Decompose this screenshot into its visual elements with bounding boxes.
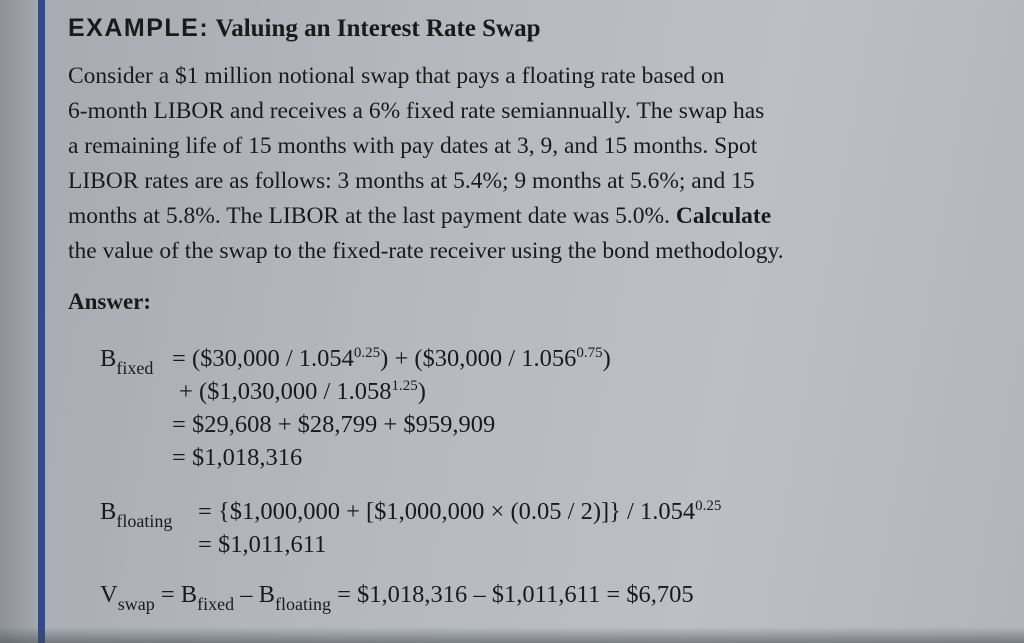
question-line: the value of the swap to the fixed-rate receiver using the bond methodology. <box>68 238 784 264</box>
eq-text: – <box>240 581 253 608</box>
fixed-subscript: fixed <box>116 358 154 378</box>
example-label: EXAMPLE: <box>68 14 210 42</box>
eq-text: = ($30,000 / 1.054 <box>172 345 354 372</box>
exponent: 0.25 <box>695 498 722 514</box>
b-floating-eq-line-2: = $1,011,611 <box>198 531 327 558</box>
question-line <box>68 199 1003 234</box>
answer-heading: Answer: <box>68 289 152 314</box>
b-fixed-eq-line-3: = $29,608 + $28,799 + $959,909 <box>172 411 496 438</box>
eq-text: + ($1,030,000 / 1.058 <box>179 378 392 405</box>
b-letter: B <box>100 345 117 372</box>
b-fixed-eq-line-1 <box>172 345 611 373</box>
v-letter: V <box>100 581 118 608</box>
question-emphasis: Calculate <box>675 203 772 229</box>
b-floating-symbol <box>100 498 172 532</box>
example-box <box>68 6 1008 643</box>
b-fixed-eq-line-2 <box>179 378 426 406</box>
question-line: Consider a $1 million notional swap that pays a floating rate based on <box>68 63 725 89</box>
b-letter: B <box>258 581 275 608</box>
b-letter: B <box>100 498 117 525</box>
question-line: 6-month LIBOR and receives a 6% fixed rate semiannually. The swap has <box>68 98 765 124</box>
exponent: 0.75 <box>576 345 603 361</box>
v-swap-equation <box>100 581 694 615</box>
page-bottom-shadow <box>0 627 1024 643</box>
example-title-text: Valuing an Interest Rate Swap <box>215 15 541 42</box>
example-title <box>68 14 541 43</box>
question-line: a remaining life of 15 months with pay dates at 3, 9, and 15 months. Spot <box>68 133 758 159</box>
eq-text: = $1,018,316 – $1,011,611 = $6,705 <box>337 581 694 608</box>
question-line-text: months at 5.8%. The LIBOR at the last payment date was 5.0%. <box>68 203 670 229</box>
exponent: 1.25 <box>391 378 418 394</box>
eq-text: ) <box>417 378 426 405</box>
swap-subscript: swap <box>117 594 155 614</box>
page-edge <box>0 0 38 643</box>
eq-text: ) <box>602 345 611 372</box>
question-line: LIBOR rates are as follows: 3 months at 5.4%; 9 months at 5.6%; and 15 <box>68 168 755 194</box>
eq-text: ) + ($30,000 / 1.056 <box>380 345 577 372</box>
exponent: 0.25 <box>353 345 381 361</box>
example-side-rule <box>38 0 45 643</box>
b-fixed-eq-line-4: = $1,018,316 <box>172 444 303 471</box>
floating-subscript: floating <box>116 511 173 531</box>
b-floating-eq-line-1 <box>198 498 721 526</box>
b-letter: B <box>180 581 198 608</box>
floating-subscript: floating <box>274 594 331 614</box>
eq-text: = {$1,000,000 + [$1,000,000 × (0.05 / 2)]} / 1.054 <box>198 498 696 525</box>
b-fixed-symbol <box>100 345 153 379</box>
eq-text: = <box>160 581 175 608</box>
fixed-subscript: fixed <box>197 594 235 614</box>
question-text <box>68 59 1003 269</box>
